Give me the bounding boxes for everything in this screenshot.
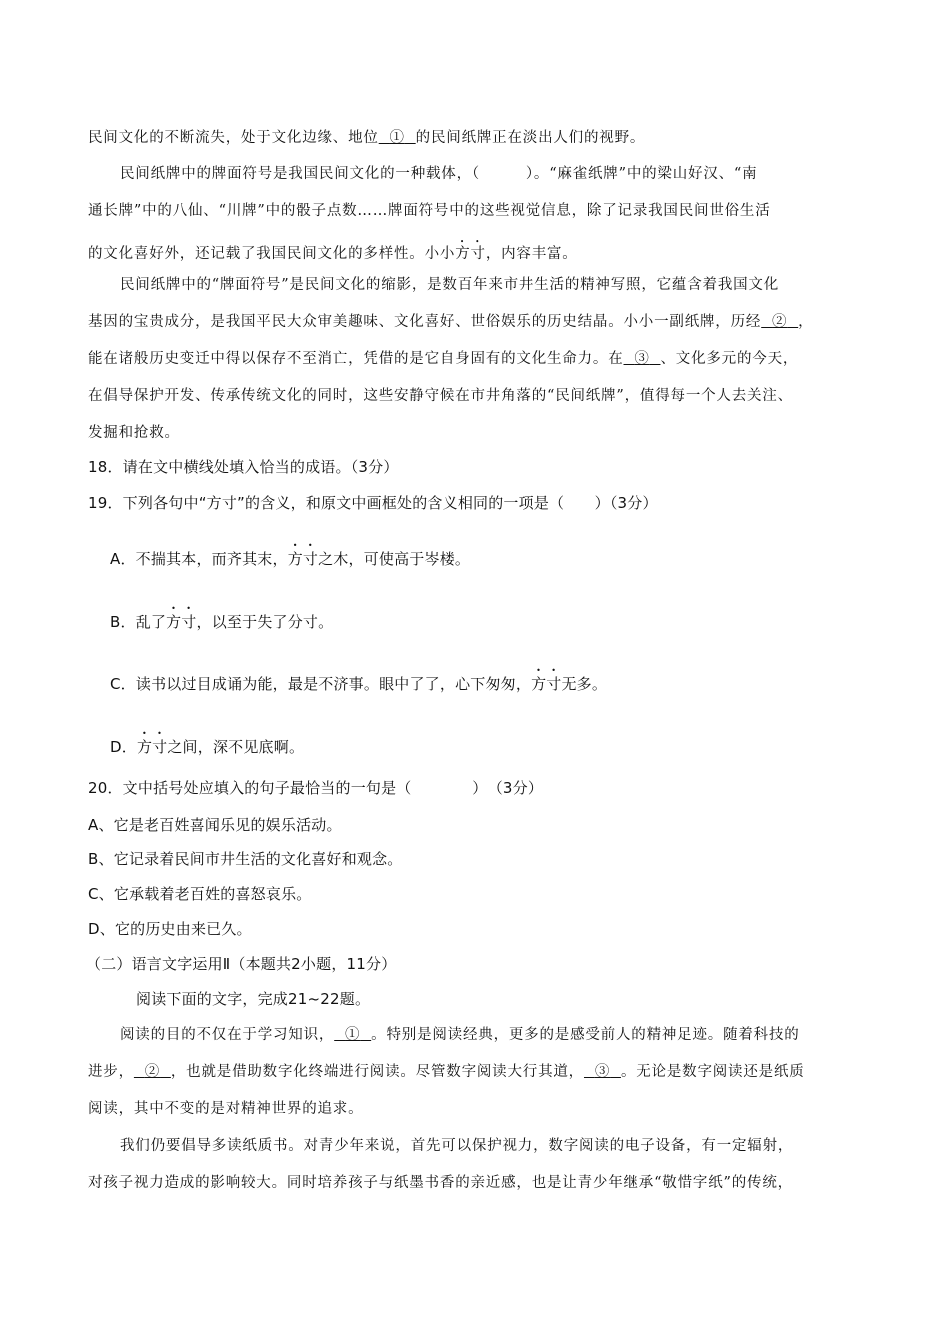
question-19-option-c xyxy=(110,666,890,694)
text: 。特别是阅读经典，更多的是感受前人的精神足迹。随着科技的 xyxy=(371,1027,800,1043)
emphasized-fangcun: 方寸 xyxy=(455,246,486,262)
passage2-line-5: 对孩子视力造成的影响较大。同时培养孩子与纸墨书香的亲近感，也是让青少年继承“敬惜字纸”的传统， xyxy=(88,1175,793,1191)
section-2-instruction: 阅读下面的文字，完成21~22题。 xyxy=(136,990,371,1008)
text: 民间文化的不断流失，处于文化边缘、地位 xyxy=(88,130,379,146)
passage2-line-1 xyxy=(120,1025,900,1045)
option-label: D． xyxy=(110,738,137,756)
text: 的文化喜好外，还记载了我国民间文化的多样性。小小 xyxy=(88,246,456,262)
question-19-option-b xyxy=(110,604,890,632)
question-20-option-a: A、它是老百姓喜闻乐见的娱乐活动。 xyxy=(88,816,342,834)
passage2-line-4: 我们仍要倡导多读纸质书。对青少年来说，首先可以保护视力，数字阅读的电子设备，有一定辐射， xyxy=(120,1138,794,1154)
question-19-option-d xyxy=(110,729,890,757)
text: 之木，可使高于岑楼。 xyxy=(318,550,471,568)
text: ， xyxy=(798,314,814,330)
text: 进步， xyxy=(88,1064,134,1080)
text: 。无论是数字阅读还是纸质 xyxy=(620,1064,805,1080)
text: 乱了 xyxy=(135,613,167,631)
text: 之间，深不见底啊。 xyxy=(167,738,305,756)
blank-2: ② xyxy=(772,314,788,330)
passage1-line-6 xyxy=(88,312,868,332)
emphasized-fangcun: 方寸 xyxy=(136,738,168,756)
text: 能在诸般历史变迁中得以保存不至消亡，凭借的是它自身固有的文化生命力。在 xyxy=(88,351,624,367)
text: ，以至于失了分寸。 xyxy=(196,613,334,631)
question-20-stem: 20．文中括号处应填入的句子最恰当的一句是（ ） （3分） xyxy=(88,779,544,797)
passage1-line-4 xyxy=(88,238,868,264)
question-19-stem: 19．下列各句中“方寸”的含义，和原文中画框处的含义相同的一项是（ ）（3分） xyxy=(88,494,658,512)
blank-3: ③ xyxy=(594,1064,611,1080)
option-label: C． xyxy=(110,675,136,693)
text: 的民间纸牌正在淡出人们的视野。 xyxy=(415,130,646,146)
emphasized-fangcun: 方寸 xyxy=(287,550,319,568)
blank-1: ① xyxy=(389,130,405,146)
passage1-line-8: 在倡导保护开发、传承传统文化的同时，这些安静守候在市井角落的“民间纸牌”，值得每一个人去关注、 xyxy=(88,388,793,404)
emphasized-fangcun: 方寸 xyxy=(166,613,197,631)
text: ，也就是借助数字化终端进行阅读。尽管数字阅读大行其道， xyxy=(170,1064,584,1080)
section-2-title: （二）语言文字运用Ⅱ（本题共2小题，11分） xyxy=(86,955,397,973)
text: 不揣其本，而齐其末， xyxy=(135,550,288,568)
passage2-line-3: 阅读，其中不变的是对精神世界的追求。 xyxy=(88,1101,364,1117)
passage2-line-2 xyxy=(88,1062,868,1082)
question-20-option-c: C、它承载着老百姓的喜怒哀乐。 xyxy=(88,885,312,903)
question-20-option-d: D、它的历史由来已久。 xyxy=(88,920,252,938)
passage1-line-5: 民间纸牌中的“牌面符号”是民间文化的缩影，是数百年来市井生活的精神写照，它蕴含着我国文化 xyxy=(120,277,780,293)
text: 阅读的目的不仅在于学习知识， xyxy=(120,1027,335,1043)
question-19-option-a xyxy=(110,541,890,569)
passage1-line-2: 民间纸牌中的牌面符号是我国民间文化的一种载体，（ ）。“麻雀纸牌”中的梁山好汉、“南 xyxy=(120,166,758,182)
text: 无多。 xyxy=(561,675,608,693)
question-18: 18．请在文中横线处填入恰当的成语。（3分） xyxy=(88,458,399,476)
option-label: A． xyxy=(110,550,136,568)
blank-2: ② xyxy=(144,1064,161,1080)
text: 基因的宝贵成分，是我国平民大众审美趣味、文化喜好、世俗娱乐的历史结晶。小小一副纸牌，历经 xyxy=(88,314,762,330)
passage1-line-7 xyxy=(88,349,868,369)
passage1-line-3: 通长牌”中的八仙、“川牌”中的骰子点数……牌面符号中的这些视觉信息，除了记录我国民间世俗生活 xyxy=(88,203,771,219)
blank-1: ① xyxy=(345,1027,361,1043)
question-20-option-b: B、它记录着民间市井生活的文化喜好和观念。 xyxy=(88,850,403,868)
passage1-line-1 xyxy=(88,128,868,148)
option-label: B． xyxy=(110,613,136,631)
emphasized-fangcun: 方寸 xyxy=(531,675,562,693)
passage1-line-9: 发掘和抢救。 xyxy=(88,425,180,441)
text: 读书以过目成诵为能，最是不济事。眼中了了，心下匆匆， xyxy=(135,675,532,693)
text: 、文化多元的今天， xyxy=(660,351,799,367)
blank-3: ③ xyxy=(634,351,650,367)
text: ，内容丰富。 xyxy=(485,246,578,262)
